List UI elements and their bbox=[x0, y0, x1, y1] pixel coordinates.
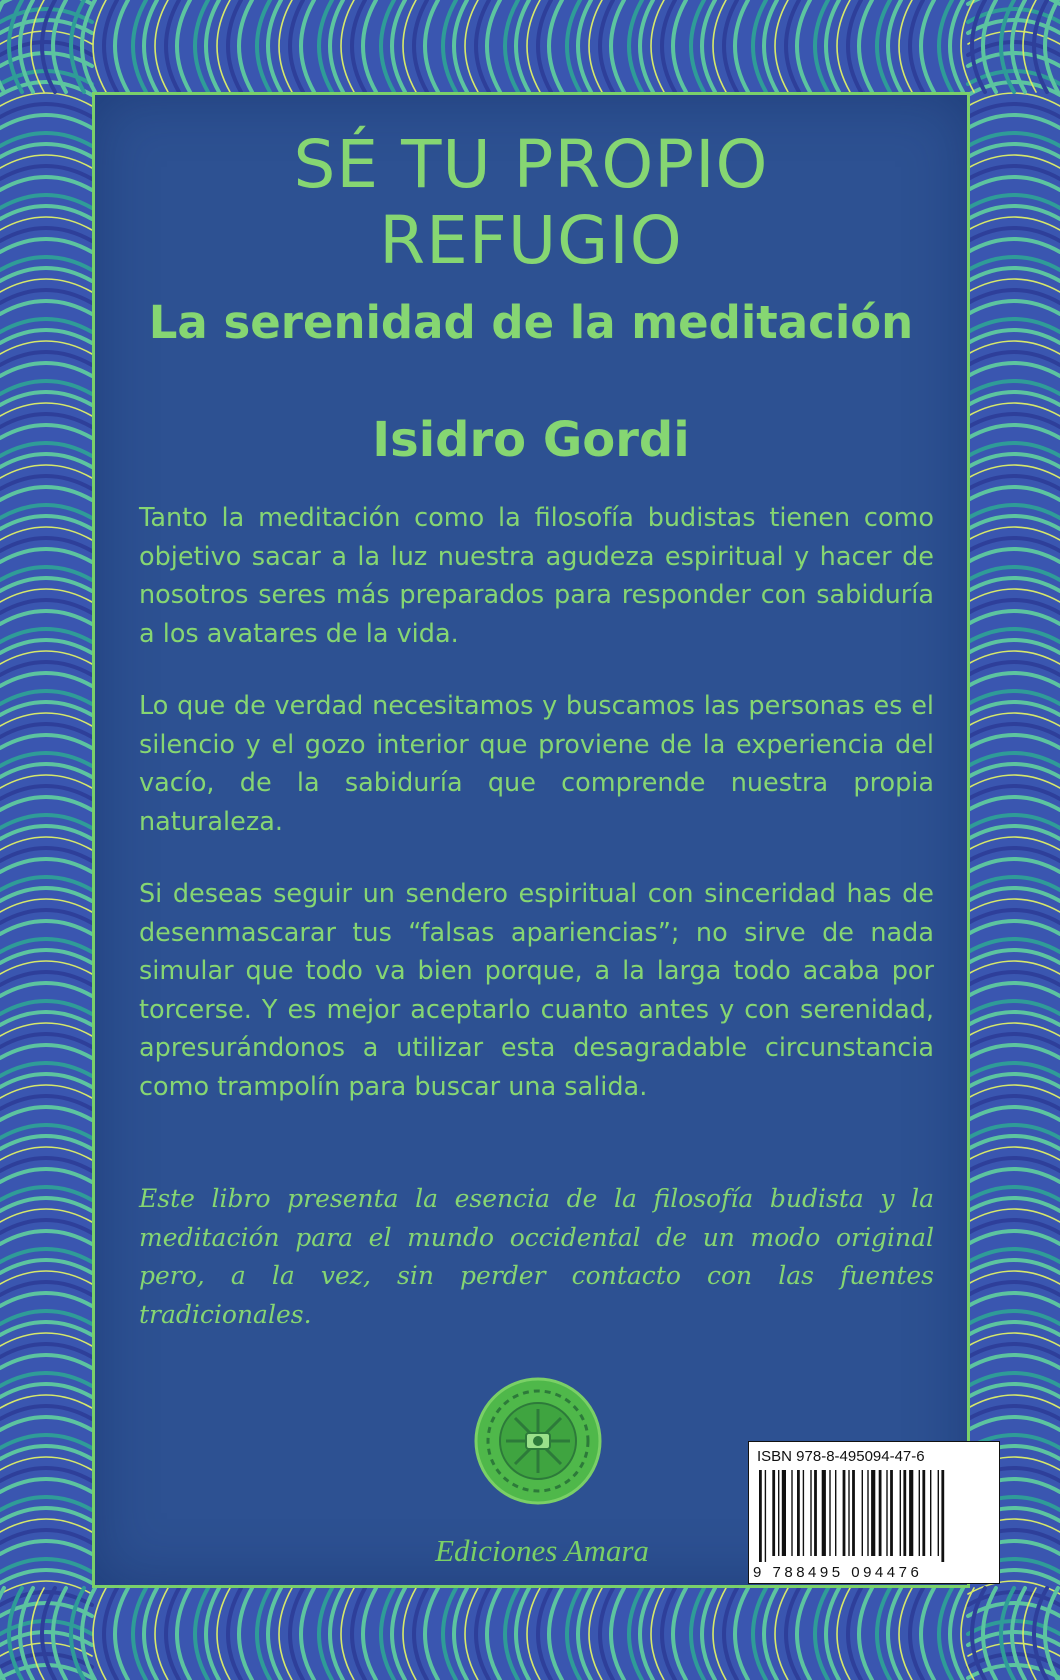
blurb-paragraph-3: Si deseas seguir un sendero espiritual con sinceridad has de desenmascarar tus “falsas apariencias”; no sirve de nada simular que todo va bien porque, a la larga todo acaba por torcerse. Y es mejor aceptarlo cuanto antes y con serenidad, apresurándonos a utilizar esta desagradable circunstancia como trampolín para buscar una salida. bbox=[139, 879, 934, 1102]
book-title-line-1: SÉ TU PROPIO bbox=[293, 126, 769, 203]
blurb-paragraph-1: Tanto la meditación como la filosofía budistas tienen como objetivo sacar a la luz nuestra agudeza espiritual y hacer de nosotros seres más preparados para responder con sabiduría a los avatares de la vida. bbox=[139, 503, 934, 649]
blurb-paragraph-4-italic: Este libro presenta la esencia de la filosofía budista y la meditación para el mundo occidental de un modo original pero, a la vez, sin perder contacto con las fuentes tradicionales. bbox=[139, 1184, 934, 1329]
blurb-paragraph-2: Lo que de verdad necesitamos y buscamos las personas es el silencio y el gozo interior que proviene de la experiencia del vacío, de la sabiduría que comprende nuestra propia naturaleza. bbox=[139, 691, 934, 837]
isbn-barcode bbox=[748, 1441, 1000, 1584]
publisher-name: Ediciones Amara bbox=[435, 1533, 649, 1568]
isbn-label: ISBN 978-8-495094-47-6 bbox=[757, 1448, 925, 1465]
central-text-panel bbox=[92, 92, 970, 1588]
book-author: Isidro Gordi bbox=[372, 412, 690, 468]
ean-digits: 9 788495 094476 bbox=[753, 1564, 923, 1581]
book-subtitle: La serenidad de la meditación bbox=[148, 296, 914, 349]
barcode-bars-graphic bbox=[757, 1470, 993, 1562]
book-title-line-2: REFUGIO bbox=[379, 202, 683, 279]
publisher-logo-icon bbox=[472, 1375, 604, 1507]
